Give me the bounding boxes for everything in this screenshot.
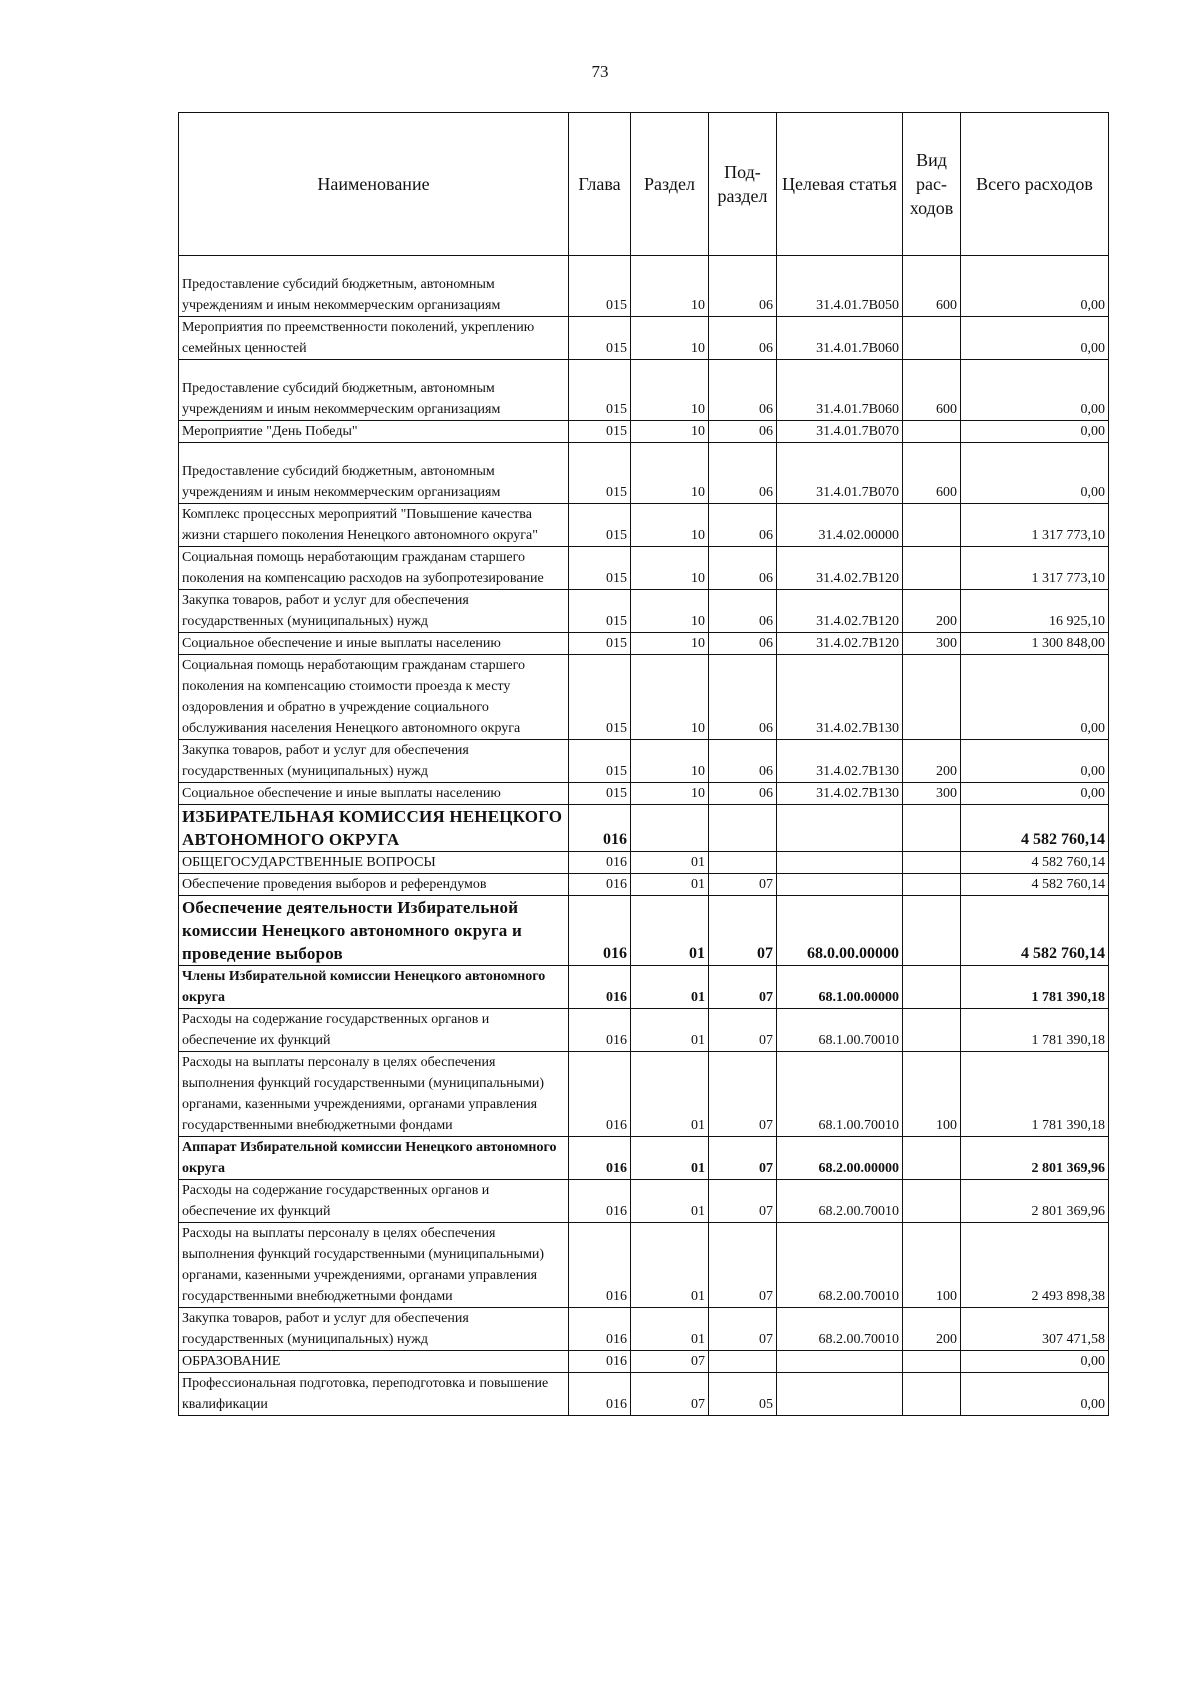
cell-subsection: 06: [709, 256, 777, 317]
cell-section: 01: [631, 1137, 709, 1180]
cell-section: 10: [631, 547, 709, 590]
cell-section: 10: [631, 655, 709, 740]
cell-chapter: 016: [569, 1308, 631, 1351]
cell-total: 2 493 898,38: [961, 1223, 1109, 1308]
cell-expense-type: 300: [903, 783, 961, 805]
cell-section: 10: [631, 783, 709, 805]
cell-total: 0,00: [961, 317, 1109, 360]
cell-expense-type: [903, 1373, 961, 1416]
cell-chapter: 015: [569, 256, 631, 317]
cell-expense-type: [903, 317, 961, 360]
cell-expense-type: [903, 504, 961, 547]
cell-total: 1 317 773,10: [961, 504, 1109, 547]
cell-chapter: 016: [569, 874, 631, 896]
cell-section: 01: [631, 852, 709, 874]
cell-subsection: 06: [709, 740, 777, 783]
cell-section: 01: [631, 1009, 709, 1052]
cell-subsection: 07: [709, 1137, 777, 1180]
cell-subsection: 06: [709, 360, 777, 421]
cell-chapter: 015: [569, 633, 631, 655]
cell-expense-type: 600: [903, 256, 961, 317]
cell-expense-type: [903, 655, 961, 740]
cell-section: 07: [631, 1351, 709, 1373]
page-number: 73: [591, 62, 609, 81]
table-row: [179, 256, 1109, 317]
cell-subsection: 07: [709, 874, 777, 896]
cell-expense-type: 200: [903, 740, 961, 783]
cell-chapter: 016: [569, 896, 631, 966]
cell-expense-type: [903, 421, 961, 443]
cell-section: 10: [631, 256, 709, 317]
table-row: [179, 1351, 1109, 1373]
cell-name: Расходы на содержание государственных органов и обеспечение их функций: [179, 1180, 569, 1223]
table-row: [179, 1137, 1109, 1180]
cell-section: 10: [631, 360, 709, 421]
cell-expense-type: 200: [903, 1308, 961, 1351]
cell-name: Обеспечение проведения выборов и референдумов: [179, 874, 569, 896]
table-row: [179, 1180, 1109, 1223]
cell-name: Социальное обеспечение и иные выплаты населению: [179, 783, 569, 805]
table-row: [179, 1223, 1109, 1308]
table-row: [179, 443, 1109, 504]
cell-target: [777, 1373, 903, 1416]
cell-chapter: 015: [569, 740, 631, 783]
cell-name: Социальная помощь неработающим гражданам старшего поколения на компенсацию стоимости проезда к месту оздоровления и обратно в учреждение социального обслуживания населения Ненецкого автономного округа: [179, 655, 569, 740]
cell-section: 01: [631, 1180, 709, 1223]
cell-chapter: 015: [569, 547, 631, 590]
cell-chapter: 015: [569, 317, 631, 360]
cell-expense-type: [903, 966, 961, 1009]
cell-name: Закупка товаров, работ и услуг для обеспечения государственных (муниципальных) нужд: [179, 1308, 569, 1351]
cell-subsection: 07: [709, 1180, 777, 1223]
cell-chapter: 015: [569, 360, 631, 421]
cell-target: 68.2.00.70010: [777, 1223, 903, 1308]
cell-expense-type: 600: [903, 360, 961, 421]
cell-name: Члены Избирательной комиссии Ненецкого автономного округа: [179, 966, 569, 1009]
cell-subsection: 06: [709, 655, 777, 740]
cell-total: 0,00: [961, 256, 1109, 317]
cell-name: Расходы на выплаты персоналу в целях обеспечения выполнения функций государственными (муниципальными) органами, казенными учреждениями, органами управления государственными внебюджетными фондами: [179, 1223, 569, 1308]
cell-name: Расходы на содержание государственных органов и обеспечение их функций: [179, 1009, 569, 1052]
table-row: [179, 740, 1109, 783]
cell-target: 68.2.00.70010: [777, 1180, 903, 1223]
cell-name: Предоставление субсидий бюджетным, автономным учреждениям и иным некоммерческим организациям: [179, 443, 569, 504]
cell-target: [777, 852, 903, 874]
cell-subsection: 07: [709, 1308, 777, 1351]
table-row: [179, 1052, 1109, 1137]
table-row: [179, 504, 1109, 547]
cell-total: 4 582 760,14: [961, 896, 1109, 966]
cell-subsection: 05: [709, 1373, 777, 1416]
table-row: [179, 1308, 1109, 1351]
cell-total: 4 582 760,14: [961, 852, 1109, 874]
cell-name: Предоставление субсидий бюджетным, автономным учреждениям и иным некоммерческим организациям: [179, 256, 569, 317]
cell-total: 1 781 390,18: [961, 1009, 1109, 1052]
cell-total: 1 317 773,10: [961, 547, 1109, 590]
cell-chapter: 015: [569, 504, 631, 547]
cell-target: 31.4.02.7В130: [777, 740, 903, 783]
cell-total: 0,00: [961, 783, 1109, 805]
cell-name: Мероприятие "День Победы": [179, 421, 569, 443]
cell-section: 01: [631, 1223, 709, 1308]
cell-section: 10: [631, 590, 709, 633]
cell-section: 10: [631, 317, 709, 360]
cell-expense-type: [903, 1351, 961, 1373]
cell-target: 31.4.01.7В070: [777, 443, 903, 504]
cell-expense-type: [903, 1009, 961, 1052]
cell-name: Профессиональная подготовка, переподготовка и повышение квалификации: [179, 1373, 569, 1416]
cell-section: 07: [631, 1373, 709, 1416]
table-row: [179, 633, 1109, 655]
table-row: [179, 360, 1109, 421]
col-header-chapter: Глава: [569, 113, 631, 256]
cell-section: [631, 805, 709, 852]
table-row: [179, 317, 1109, 360]
cell-name: Закупка товаров, работ и услуг для обеспечения государственных (муниципальных) нужд: [179, 740, 569, 783]
cell-total: 0,00: [961, 1351, 1109, 1373]
cell-total: 1 781 390,18: [961, 1052, 1109, 1137]
cell-expense-type: [903, 852, 961, 874]
budget-table: [178, 112, 1109, 1416]
cell-expense-type: [903, 874, 961, 896]
cell-target: 68.2.00.00000: [777, 1137, 903, 1180]
table-row: [179, 1009, 1109, 1052]
cell-expense-type: [903, 1180, 961, 1223]
cell-name: Социальная помощь неработающим гражданам старшего поколения на компенсацию расходов на зубопротезирование: [179, 547, 569, 590]
table-row: [179, 805, 1109, 852]
cell-expense-type: [903, 1137, 961, 1180]
cell-total: 0,00: [961, 443, 1109, 504]
cell-subsection: 06: [709, 633, 777, 655]
table-row: [179, 421, 1109, 443]
cell-section: 10: [631, 740, 709, 783]
table-header-row: [179, 113, 1109, 256]
cell-expense-type: 600: [903, 443, 961, 504]
cell-target: [777, 1351, 903, 1373]
cell-total: 0,00: [961, 740, 1109, 783]
cell-name: ОБЩЕГОСУДАРСТВЕННЫЕ ВОПРОСЫ: [179, 852, 569, 874]
cell-chapter: 016: [569, 1137, 631, 1180]
cell-subsection: 07: [709, 1052, 777, 1137]
cell-subsection: 07: [709, 1009, 777, 1052]
cell-expense-type: 100: [903, 1223, 961, 1308]
cell-total: 0,00: [961, 421, 1109, 443]
cell-chapter: 016: [569, 966, 631, 1009]
cell-total: 1 781 390,18: [961, 966, 1109, 1009]
col-header-section: Раздел: [631, 113, 709, 256]
cell-target: 31.4.02.7В130: [777, 783, 903, 805]
cell-chapter: 016: [569, 1351, 631, 1373]
table-row: [179, 547, 1109, 590]
cell-target: 68.1.00.70010: [777, 1009, 903, 1052]
cell-name: Расходы на выплаты персоналу в целях обеспечения выполнения функций государственными (муниципальными) органами, казенными учреждениями, органами управления государственными внебюджетными фондами: [179, 1052, 569, 1137]
cell-target: [777, 805, 903, 852]
cell-chapter: 015: [569, 590, 631, 633]
cell-total: 16 925,10: [961, 590, 1109, 633]
cell-target: 31.4.01.7В060: [777, 360, 903, 421]
cell-target: 68.2.00.70010: [777, 1308, 903, 1351]
cell-subsection: [709, 1351, 777, 1373]
table-row: [179, 966, 1109, 1009]
cell-expense-type: 300: [903, 633, 961, 655]
cell-target: 31.4.02.7В130: [777, 655, 903, 740]
cell-chapter: 016: [569, 805, 631, 852]
cell-name: ОБРАЗОВАНИЕ: [179, 1351, 569, 1373]
cell-total: 2 801 369,96: [961, 1137, 1109, 1180]
cell-total: 4 582 760,14: [961, 874, 1109, 896]
cell-section: 01: [631, 1052, 709, 1137]
cell-total: 0,00: [961, 655, 1109, 740]
table-row: [179, 783, 1109, 805]
cell-total: 1 300 848,00: [961, 633, 1109, 655]
col-header-name: Наименование: [179, 113, 569, 256]
cell-total: 307 471,58: [961, 1308, 1109, 1351]
cell-section: 01: [631, 896, 709, 966]
cell-expense-type: [903, 805, 961, 852]
table-row: [179, 1373, 1109, 1416]
cell-subsection: [709, 852, 777, 874]
cell-section: 10: [631, 421, 709, 443]
cell-name: ИЗБИРАТЕЛЬНАЯ КОМИССИЯ НЕНЕЦКОГО АВТОНОМНОГО ОКРУГА: [179, 805, 569, 852]
cell-subsection: 06: [709, 547, 777, 590]
cell-chapter: 016: [569, 1223, 631, 1308]
cell-subsection: 07: [709, 896, 777, 966]
col-header-target: Целевая статья: [777, 113, 903, 256]
cell-chapter: 016: [569, 1009, 631, 1052]
cell-subsection: 06: [709, 590, 777, 633]
col-header-total: Всего расходов: [961, 113, 1109, 256]
cell-target: 31.4.02.7В120: [777, 590, 903, 633]
table-row: [179, 874, 1109, 896]
cell-subsection: 06: [709, 421, 777, 443]
cell-name: Комплекс процессных мероприятий "Повышение качества жизни старшего поколения Ненецкого автономного округа": [179, 504, 569, 547]
cell-section: 10: [631, 633, 709, 655]
cell-total: 2 801 369,96: [961, 1180, 1109, 1223]
cell-total: 0,00: [961, 1373, 1109, 1416]
cell-name: Аппарат Избирательной комиссии Ненецкого автономного округа: [179, 1137, 569, 1180]
cell-section: 01: [631, 1308, 709, 1351]
col-header-subsection: Под-раздел: [709, 113, 777, 256]
cell-target: 31.4.02.7В120: [777, 547, 903, 590]
col-header-expense-type: Вид рас-ходов: [903, 113, 961, 256]
cell-target: 31.4.01.7В070: [777, 421, 903, 443]
cell-section: 01: [631, 874, 709, 896]
cell-chapter: 015: [569, 443, 631, 504]
cell-target: 68.1.00.70010: [777, 1052, 903, 1137]
cell-subsection: [709, 805, 777, 852]
cell-chapter: 015: [569, 783, 631, 805]
cell-chapter: 016: [569, 1052, 631, 1137]
table-row: [179, 590, 1109, 633]
cell-subsection: 06: [709, 317, 777, 360]
cell-expense-type: [903, 547, 961, 590]
cell-chapter: 016: [569, 1373, 631, 1416]
cell-target: 68.0.00.00000: [777, 896, 903, 966]
cell-total: 4 582 760,14: [961, 805, 1109, 852]
table-row: [179, 896, 1109, 966]
cell-target: 31.4.02.7В120: [777, 633, 903, 655]
cell-target: 31.4.01.7В060: [777, 317, 903, 360]
cell-subsection: 06: [709, 443, 777, 504]
table-row: [179, 655, 1109, 740]
cell-name: Обеспечение деятельности Избирательной комиссии Ненецкого автономного округа и проведение выборов: [179, 896, 569, 966]
cell-name: Закупка товаров, работ и услуг для обеспечения государственных (муниципальных) нужд: [179, 590, 569, 633]
cell-subsection: 06: [709, 783, 777, 805]
cell-section: 10: [631, 504, 709, 547]
cell-chapter: 016: [569, 852, 631, 874]
cell-section: 01: [631, 966, 709, 1009]
cell-subsection: 06: [709, 504, 777, 547]
cell-subsection: 07: [709, 1223, 777, 1308]
cell-chapter: 015: [569, 421, 631, 443]
cell-expense-type: 200: [903, 590, 961, 633]
cell-expense-type: [903, 896, 961, 966]
cell-target: [777, 874, 903, 896]
cell-total: 0,00: [961, 360, 1109, 421]
cell-section: 10: [631, 443, 709, 504]
cell-chapter: 015: [569, 655, 631, 740]
cell-name: Предоставление субсидий бюджетным, автономным учреждениям и иным некоммерческим организациям: [179, 360, 569, 421]
cell-subsection: 07: [709, 966, 777, 1009]
table-row: [179, 852, 1109, 874]
cell-target: 31.4.02.00000: [777, 504, 903, 547]
cell-expense-type: 100: [903, 1052, 961, 1137]
table-body: [179, 256, 1109, 1416]
cell-target: 31.4.01.7В050: [777, 256, 903, 317]
cell-chapter: 016: [569, 1180, 631, 1223]
cell-name: Мероприятия по преемственности поколений, укреплению семейных ценностей: [179, 317, 569, 360]
cell-name: Социальное обеспечение и иные выплаты населению: [179, 633, 569, 655]
cell-target: 68.1.00.00000: [777, 966, 903, 1009]
